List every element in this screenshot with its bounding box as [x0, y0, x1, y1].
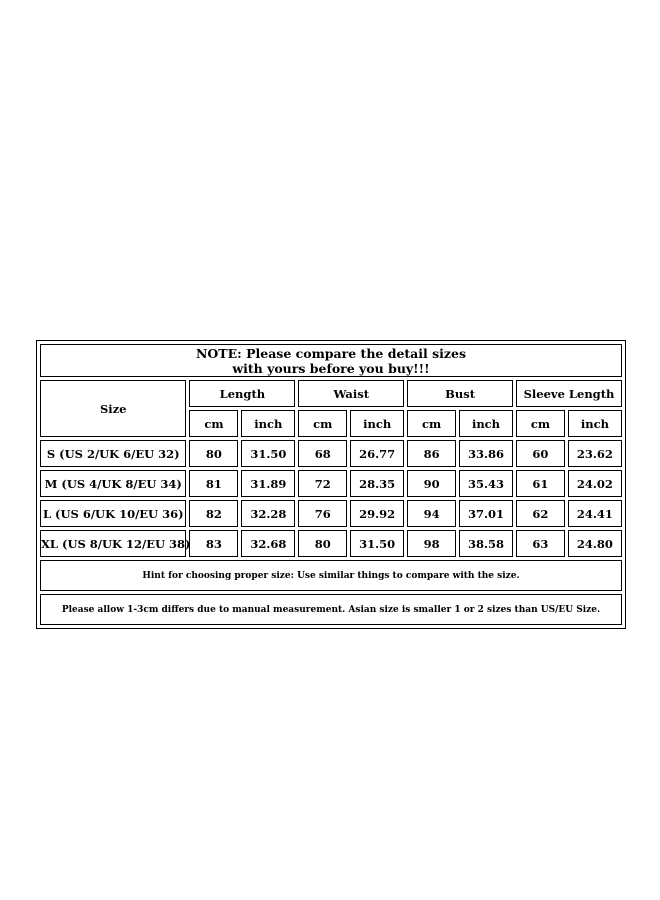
size-chart-table — [36, 340, 626, 629]
bust-inch-xl: 38.58 — [459, 530, 513, 557]
hint-row — [40, 560, 622, 591]
sleeve-inch-header: inch — [568, 410, 622, 437]
sleeve-cm-xl: 63 — [516, 530, 565, 557]
length-cm-s: 80 — [189, 440, 238, 467]
bust-inch-s: 33.86 — [459, 440, 513, 467]
waist-header: Waist — [298, 380, 404, 407]
hint-text: Hint for choosing proper size: Use similar things to compare with the size. — [40, 560, 622, 591]
length-inch-xl: 32.68 — [241, 530, 295, 557]
note-line-2: with yours before you buy!!! — [232, 360, 430, 376]
size-row-l — [40, 500, 622, 527]
size-label-m: M (US 4/UK 8/EU 34) — [40, 470, 186, 497]
bust-cm-xl: 98 — [407, 530, 456, 557]
length-inch-header: inch — [241, 410, 295, 437]
measurement-header-row — [40, 380, 622, 407]
sleeve-inch-s: 23.62 — [568, 440, 622, 467]
size-label-s: S (US 2/UK 6/EU 32) — [40, 440, 186, 467]
sleeve-inch-l: 24.41 — [568, 500, 622, 527]
bust-inch-header: inch — [459, 410, 513, 437]
bust-inch-l: 37.01 — [459, 500, 513, 527]
waist-cm-s: 68 — [298, 440, 347, 467]
note-cell — [40, 344, 622, 377]
bust-inch-m: 35.43 — [459, 470, 513, 497]
waist-inch-m: 28.35 — [350, 470, 404, 497]
length-header: Length — [189, 380, 295, 407]
disclaimer-row — [40, 594, 622, 625]
waist-inch-s: 26.77 — [350, 440, 404, 467]
waist-cm-l: 76 — [298, 500, 347, 527]
length-inch-m: 31.89 — [241, 470, 295, 497]
size-row-xl — [40, 530, 622, 557]
sleeve-inch-xl: 24.80 — [568, 530, 622, 557]
bust-cm-l: 94 — [407, 500, 456, 527]
length-cm-header: cm — [189, 410, 238, 437]
length-cm-m: 81 — [189, 470, 238, 497]
waist-cm-header: cm — [298, 410, 347, 437]
bust-header: Bust — [407, 380, 513, 407]
sleeve-cm-m: 61 — [516, 470, 565, 497]
length-cm-xl: 83 — [189, 530, 238, 557]
sleeve-cm-s: 60 — [516, 440, 565, 467]
bust-cm-m: 90 — [407, 470, 456, 497]
sleeve-length-header: Sleeve Length — [516, 380, 622, 407]
waist-inch-xl: 31.50 — [350, 530, 404, 557]
size-label-xl: XL (US 8/UK 12/EU 38) — [40, 530, 186, 557]
waist-inch-l: 29.92 — [350, 500, 404, 527]
sleeve-cm-l: 62 — [516, 500, 565, 527]
size-row-s — [40, 440, 622, 467]
sleeve-inch-m: 24.02 — [568, 470, 622, 497]
size-label-l: L (US 6/UK 10/EU 36) — [40, 500, 186, 527]
bust-cm-s: 86 — [407, 440, 456, 467]
size-column-header: Size — [40, 380, 186, 437]
length-inch-l: 32.28 — [241, 500, 295, 527]
length-inch-s: 31.50 — [241, 440, 295, 467]
note-line-1: NOTE: Please compare the detail sizes — [195, 345, 466, 361]
disclaimer-text: Please allow 1-3cm differs due to manual measurement. Asian size is smaller 1 or 2 sizes than US/EU Size. — [40, 594, 622, 625]
sleeve-cm-header: cm — [516, 410, 565, 437]
size-row-m — [40, 470, 622, 497]
note-row — [40, 344, 622, 377]
waist-inch-header: inch — [350, 410, 404, 437]
bust-cm-header: cm — [407, 410, 456, 437]
length-cm-l: 82 — [189, 500, 238, 527]
waist-cm-m: 72 — [298, 470, 347, 497]
waist-cm-xl: 80 — [298, 530, 347, 557]
